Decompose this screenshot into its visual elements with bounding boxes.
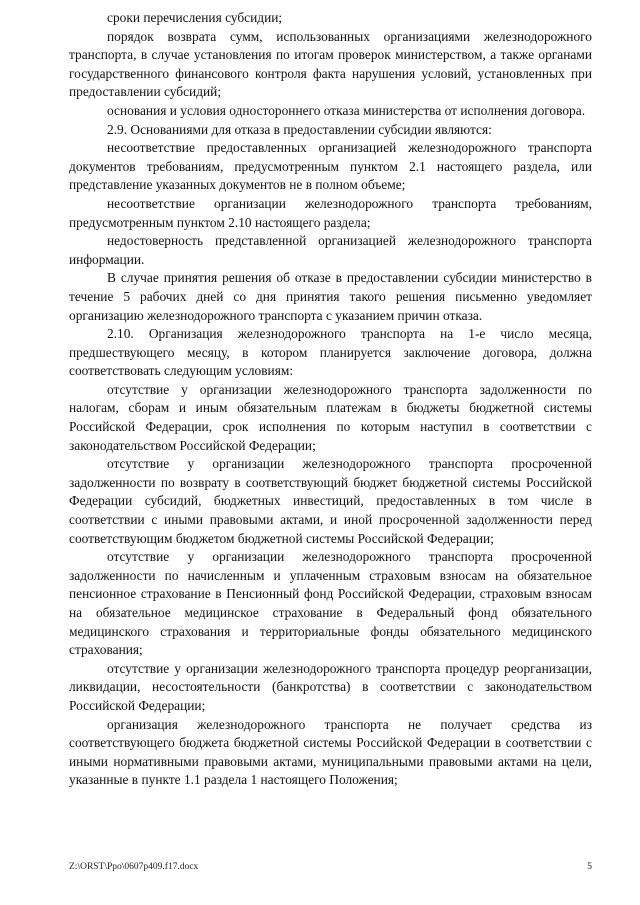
- paragraph: отсутствие у организации железнодорожного транспорта просроченной задолженности по начисленным и уплаченным страховым взносам на обязательное пенсионное страхование в Пенсионный фонд Российской Федерации, страховым взносам на обязательное медицинское страхование в Федеральный фонд обязательного медицинского страхования и территориальные фонды обязательного медицинского страхования;: [69, 549, 592, 658]
- paragraph: несоответствие предоставленных организацией железнодорожного транспорта документов требованиям, предусмотренным пунктом 2.1 настоящего раздела, или представление указанных документов не в полном объеме;: [69, 140, 592, 193]
- page-number: 5: [587, 862, 592, 872]
- paragraph: 2.9. Основаниями для отказа в предоставлении субсидии являются:: [107, 121, 492, 137]
- footer-file-path: Z:\ORST\Ppo\0607p409.f17.docx: [69, 862, 199, 872]
- paragraph: организация железнодорожного транспорта не получает средства из соответствующего бюджета бюджетной системы Российской Федерации в соответствии с иными нормативными правовыми актами, муниципальными правовыми актами на цели, указанные в пункте 1.1 раздела 1 настоящего Положения;: [69, 716, 592, 788]
- paragraph: отсутствие у организации железнодорожного транспорта просроченной задолженности по возврату в соответствующий бюджет бюджетной системы Российской Федерации субсидий, бюджетных инвестиций, предоставленных в том числе в соответствии с иными правовыми актами, и иной просроченной задолженности перед соответствующим бюджетом бюджетной системы Российской Федерации;: [69, 456, 592, 546]
- paragraph: несоответствие организации железнодорожного транспорта требованиям, предусмотренным пунктом 2.10 настоящего раздела;: [69, 195, 592, 230]
- paragraph: основания и условия одностороннего отказа министерства от исполнения договора.: [107, 102, 586, 118]
- paragraph: 2.10. Организация железнодорожного транспорта на 1-е число месяца, предшествующего месяцу, в котором планируется заключение договора, должна соответствовать следующим условиям:: [69, 326, 592, 379]
- paragraph: отсутствие у организации железнодорожного транспорта задолженности по налогам, сборам и иным обязательным платежам в бюджеты бюджетной системы Российской Федерации, срок исполнения по которым наступил в соответствии с законодательством Российской Федерации;: [69, 381, 592, 453]
- paragraph: порядок возврата сумм, использованных организациями железнодорожного транспорта, в случае установления по итогам проверок министерством, а также органами государственного финансового контроля факта нарушения условий, установленных при предоставлении субсидий;: [69, 28, 592, 100]
- paragraph: отсутствие у организации железнодорожного транспорта процедур реорганизации, ликвидации, несостоятельности (банкротства) в соответствии с законодательством Российской Федерации;: [69, 660, 592, 713]
- paragraph: сроки перечисления субсидии;: [107, 10, 283, 25]
- paragraph: недостоверность представленной организацией железнодорожного транспорта информации.: [69, 233, 592, 267]
- body-text: [69, 9, 592, 790]
- paragraph: В случае принятия решения об отказе в предоставлении субсидии министерство в течение 5 рабочих дней со дня принятия такого решения письменно уведомляет организацию железнодорожного транспорта с указанием причин отказа.: [69, 270, 592, 323]
